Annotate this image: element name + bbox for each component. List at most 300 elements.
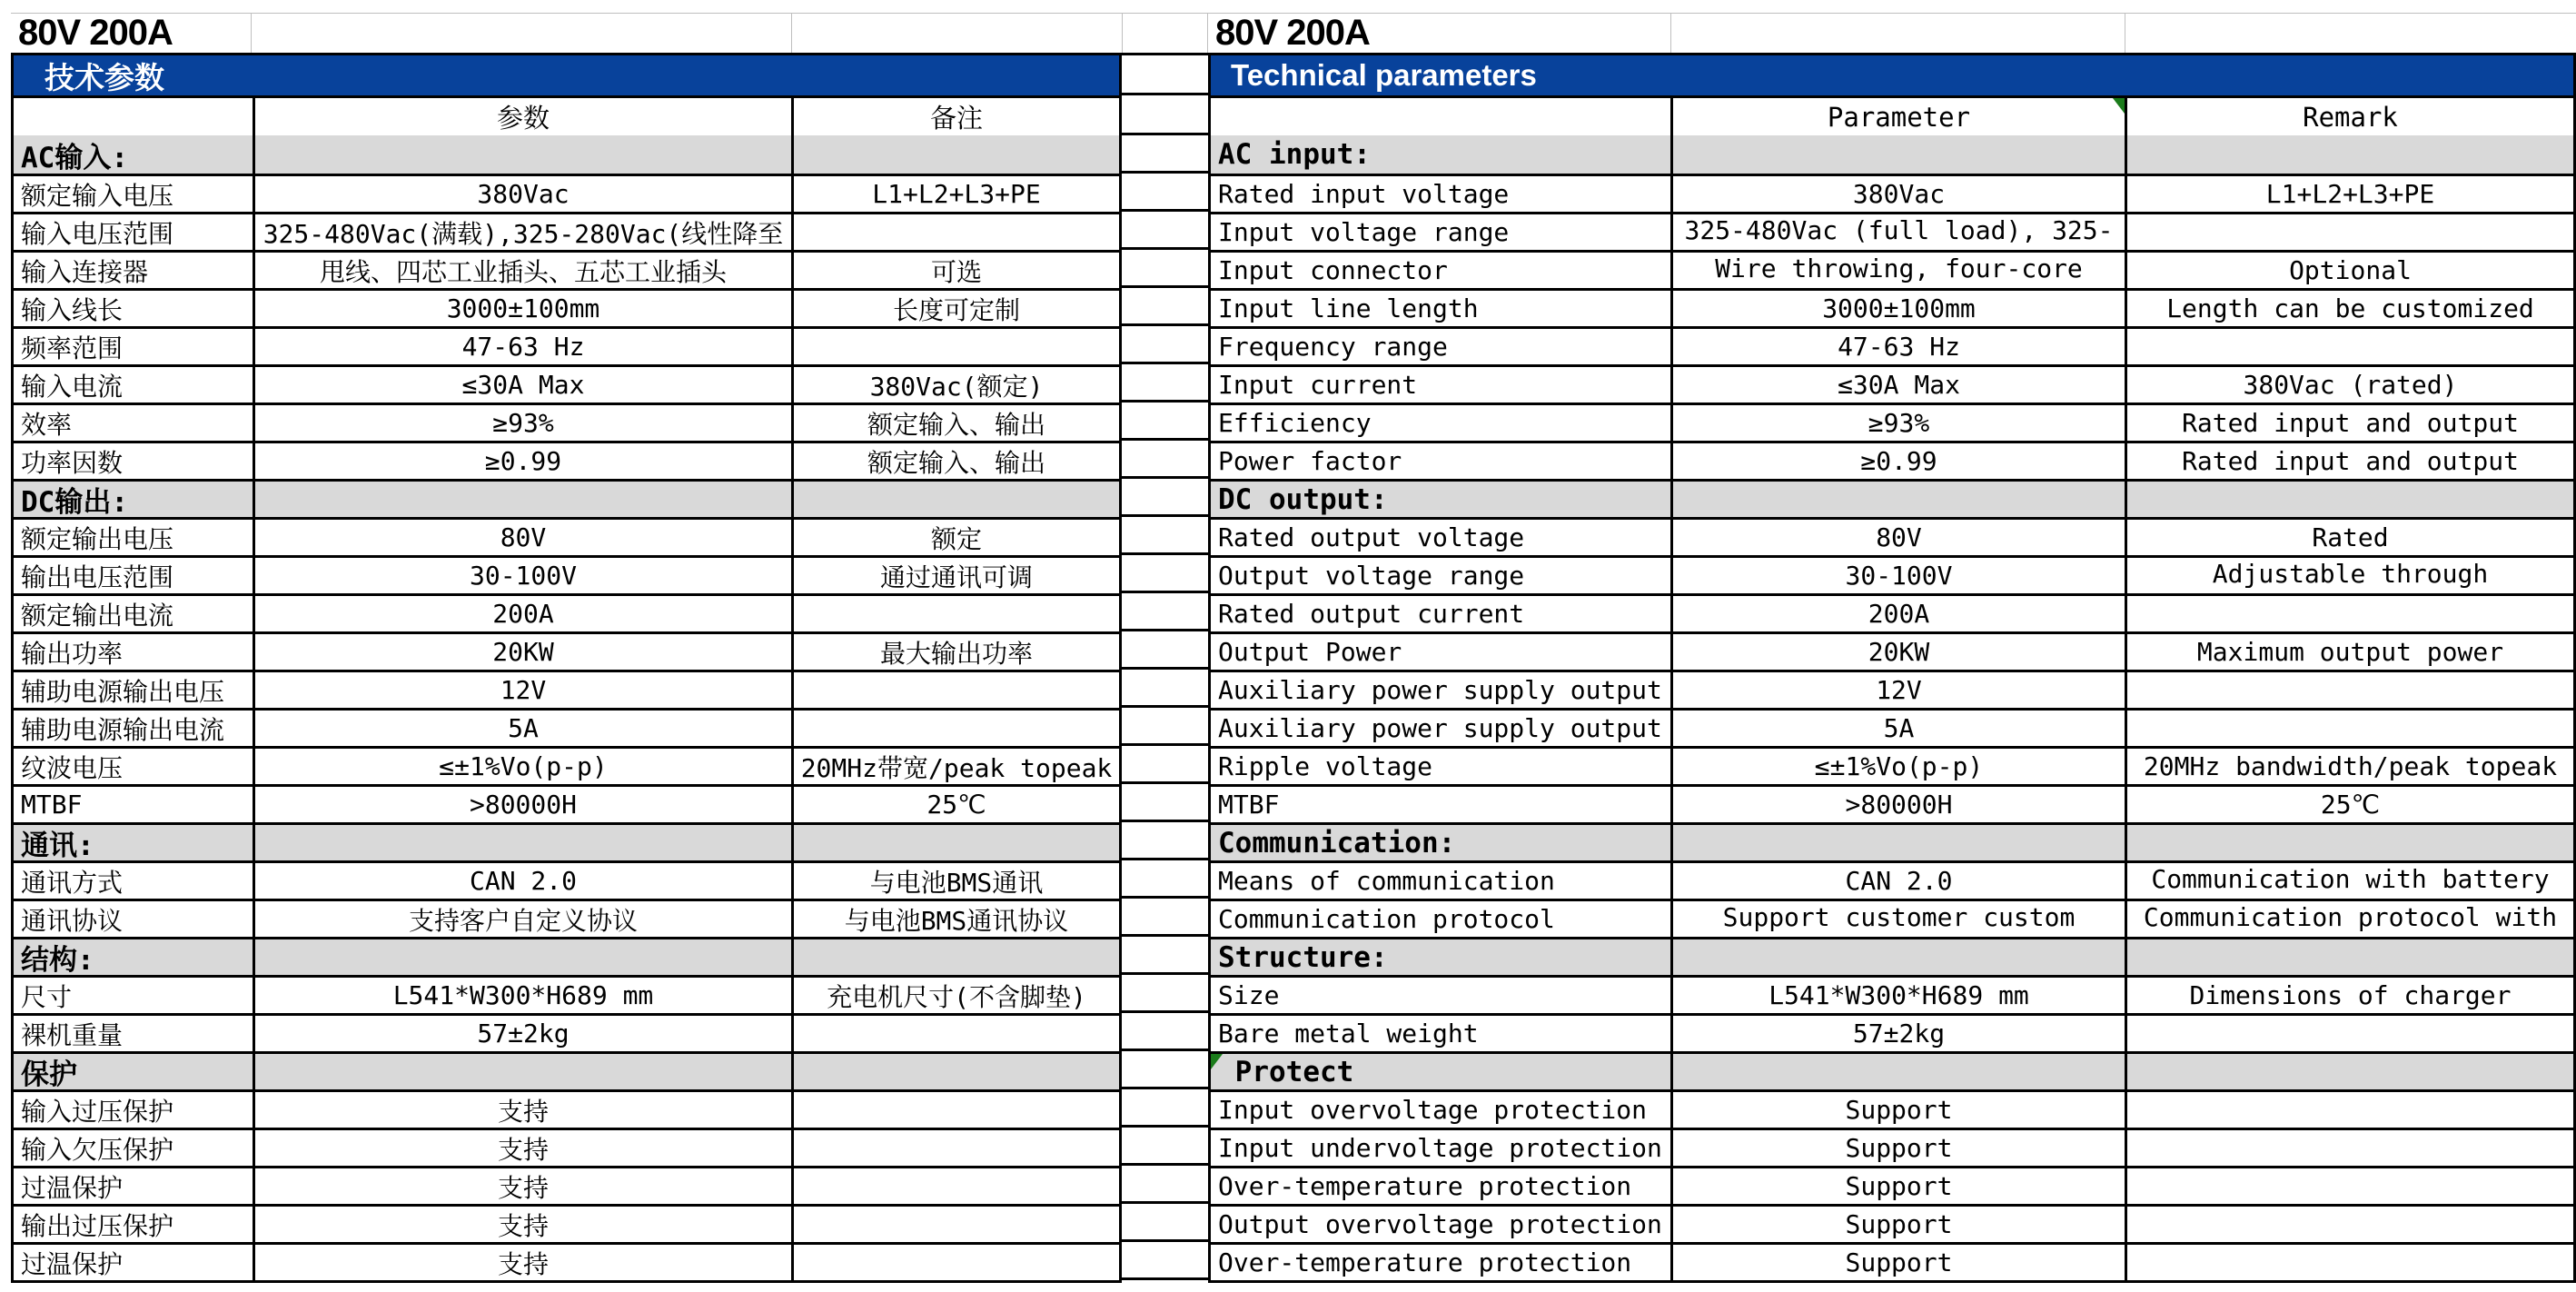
table-row [14, 899, 1119, 937]
table-row [14, 174, 1119, 212]
remark-cell[interactable] [2125, 1092, 2573, 1128]
parameter-cell[interactable] [253, 482, 791, 517]
empty-cell[interactable] [1122, 860, 1208, 899]
empty-cell[interactable] [1122, 13, 1208, 53]
column-header-parameter[interactable] [1670, 98, 2125, 135]
table-row [14, 441, 1119, 479]
empty-cell[interactable] [1122, 784, 1208, 822]
parameter-cell[interactable] [253, 863, 791, 899]
row-label-cell[interactable] [14, 482, 253, 517]
remark-cell[interactable] [2125, 558, 2573, 593]
parameter-cell[interactable] [253, 1092, 791, 1128]
parameter-cell[interactable] [253, 1168, 791, 1204]
remark-cell-text: Adjustable through [2212, 559, 2489, 589]
parameter-cell[interactable] [253, 558, 791, 593]
empty-cell[interactable] [1122, 517, 1208, 555]
remark-cell[interactable] [2125, 520, 2573, 555]
parameter-cell[interactable] [1670, 634, 2125, 670]
right-title-cell[interactable] [1208, 14, 1671, 53]
parameter-cell[interactable] [253, 253, 791, 288]
row-label-cell[interactable] [14, 634, 253, 670]
empty-cell[interactable] [1122, 555, 1208, 593]
parameter-cell-text: 325-480Vac(满载),325-280Vac(线性降至 [263, 218, 784, 249]
row-label-cell-text: 输入电流 [21, 371, 124, 402]
table-row [14, 1204, 1119, 1242]
parameter-cell[interactable] [1670, 367, 2125, 403]
parameter-cell-text: 12V [500, 675, 547, 705]
empty-cell[interactable] [1122, 326, 1208, 364]
row-label-cell[interactable] [1211, 901, 1670, 937]
row-label-cell[interactable] [14, 1130, 253, 1166]
parameter-cell-text: 200A [1868, 599, 1930, 629]
row-label-cell[interactable] [1211, 482, 1670, 517]
remark-cell[interactable] [2125, 1207, 2573, 1242]
row-label-cell[interactable] [14, 291, 253, 326]
row-label-cell[interactable] [14, 443, 253, 479]
empty-cell[interactable] [1122, 1089, 1208, 1128]
parameter-cell[interactable] [253, 1245, 791, 1280]
section-row [1211, 822, 2573, 860]
parameter-cell[interactable] [253, 749, 791, 784]
empty-cell[interactable] [2125, 14, 2576, 53]
section-row [1211, 1051, 2573, 1089]
empty-cell[interactable] [1122, 174, 1208, 212]
parameter-cell[interactable] [1670, 749, 2125, 784]
row-label-cell[interactable] [1211, 978, 1670, 1013]
parameter-cell-text: L541*W300*H689 mm [392, 980, 654, 1010]
row-label-cell-text: 输入连接器 [21, 256, 149, 287]
parameter-cell[interactable] [1670, 787, 2125, 822]
row-label-cell-text: 输出电压范围 [21, 562, 174, 592]
remark-cell[interactable] [791, 863, 1119, 899]
parameter-cell-text: 57±2kg [1852, 1019, 1946, 1049]
remark-cell[interactable] [791, 367, 1119, 403]
parameter-cell[interactable] [1670, 329, 2125, 364]
remark-cell-text: 20MHz bandwidth/peak topeak [2143, 751, 2558, 781]
empty-cell[interactable] [1122, 479, 1208, 517]
row-label-cell[interactable] [14, 520, 253, 555]
remark-cell[interactable] [2125, 939, 2573, 975]
row-label-cell[interactable] [1211, 1054, 1670, 1089]
table-row [14, 1013, 1119, 1051]
remark-cell[interactable] [791, 1245, 1119, 1280]
parameter-cell[interactable] [253, 1130, 791, 1166]
parameter-cell[interactable] [1670, 1207, 2125, 1242]
remark-cell[interactable] [2125, 1054, 2573, 1089]
row-label-cell[interactable] [14, 1245, 253, 1280]
table-row [14, 1128, 1119, 1166]
parameter-cell[interactable] [1670, 253, 2125, 288]
parameter-cell[interactable] [1670, 711, 2125, 746]
row-label-cell-text: 额定输出电流 [21, 600, 174, 631]
parameter-cell[interactable] [1670, 1054, 2125, 1089]
parameter-cell[interactable] [253, 1207, 791, 1242]
parameter-cell[interactable] [253, 672, 791, 708]
parameter-cell[interactable] [1670, 291, 2125, 326]
remark-cell[interactable] [2125, 1245, 2573, 1280]
empty-cell[interactable] [1122, 1166, 1208, 1204]
table-row [1211, 1204, 2573, 1242]
row-label-cell[interactable] [14, 1092, 253, 1128]
parameter-cell[interactable] [253, 367, 791, 403]
remark-cell[interactable] [2125, 176, 2573, 212]
column-header-parameter[interactable]: 参数 [253, 98, 791, 135]
remark-cell[interactable] [791, 1054, 1119, 1089]
empty-cell[interactable] [1122, 822, 1208, 860]
row-label-cell[interactable] [1211, 558, 1670, 593]
row-label-cell[interactable] [1211, 825, 1670, 860]
remark-cell[interactable] [791, 291, 1119, 326]
remark-cell[interactable] [791, 443, 1119, 479]
empty-cell[interactable] [1122, 746, 1208, 784]
remark-cell[interactable] [2125, 978, 2573, 1013]
row-label-cell-text: MTBF [1218, 790, 1280, 820]
parameter-cell[interactable] [1670, 520, 2125, 555]
empty-cell[interactable] [1122, 708, 1208, 746]
remark-cell[interactable] [2125, 825, 2573, 860]
row-label-cell[interactable] [14, 214, 253, 250]
remark-cell[interactable] [2125, 253, 2573, 288]
column-header-parameter-label: Parameter [1827, 101, 1971, 133]
row-label-cell-text: Input overvoltage protection [1218, 1095, 1648, 1125]
empty-cell[interactable] [1122, 1128, 1208, 1166]
parameter-cell[interactable] [1670, 863, 2125, 899]
remark-cell[interactable] [2125, 596, 2573, 631]
row-label-cell[interactable] [1211, 520, 1670, 555]
remark-cell[interactable] [2125, 634, 2573, 670]
empty-cell[interactable] [1122, 403, 1208, 441]
row-label-cell[interactable] [1211, 214, 1670, 250]
remark-cell[interactable] [2125, 291, 2573, 326]
parameter-cell-text: CAN 2.0 [1845, 866, 1953, 896]
parameter-cell[interactable] [253, 214, 791, 250]
row-label-cell[interactable] [1211, 135, 1670, 174]
remark-cell[interactable] [791, 1168, 1119, 1204]
remark-cell[interactable] [791, 329, 1119, 364]
remark-cell-text: 通过通讯可调 [879, 562, 1033, 592]
row-label-cell[interactable] [14, 558, 253, 593]
left-title-cell[interactable] [11, 14, 252, 53]
row-label-cell[interactable] [14, 749, 253, 784]
row-label-cell[interactable] [1211, 1016, 1670, 1051]
empty-cell[interactable] [1122, 1051, 1208, 1089]
remark-cell-text: Communication with battery [2151, 864, 2550, 894]
table-row [14, 1242, 1119, 1280]
remark-cell[interactable] [2125, 135, 2573, 174]
parameter-cell[interactable] [253, 520, 791, 555]
parameter-cell[interactable] [1670, 176, 2125, 212]
left-column-header-row [14, 95, 1119, 135]
remark-cell-text: 最大输出功率 [879, 638, 1033, 669]
section-row [14, 1051, 1119, 1089]
row-label-cell[interactable] [1211, 787, 1670, 822]
remark-cell-text: 可选 [930, 256, 982, 287]
parameter-cell-text: 支持客户自定义协议 [408, 905, 638, 936]
row-label-cell-text: 辅助电源输出电压 [21, 676, 225, 707]
remark-cell[interactable] [791, 1130, 1119, 1166]
remark-cell[interactable] [791, 253, 1119, 288]
row-label-cell-text: 输入欠压保护 [21, 1134, 174, 1165]
parameter-cell[interactable] [253, 634, 791, 670]
row-label-cell[interactable] [1211, 1207, 1670, 1242]
row-label-cell-text: 功率因数 [21, 447, 124, 478]
remark-cell[interactable] [791, 135, 1119, 174]
remark-cell[interactable] [2125, 863, 2573, 899]
remark-cell[interactable] [791, 787, 1119, 822]
parameter-cell-text: 200A [492, 599, 554, 629]
remark-cell[interactable] [2125, 901, 2573, 937]
row-label-cell[interactable] [1211, 634, 1670, 670]
remark-cell[interactable] [791, 520, 1119, 555]
parameter-cell[interactable] [253, 825, 791, 860]
row-label-cell[interactable] [14, 367, 253, 403]
column-header-remark[interactable]: 备注 [791, 98, 1119, 135]
empty-cell[interactable] [1122, 1204, 1208, 1242]
remark-cell[interactable] [2125, 1130, 2573, 1166]
parameter-cell[interactable] [1670, 443, 2125, 479]
row-label-cell-text: Auxiliary power supply output [1218, 713, 1662, 743]
remark-cell[interactable] [2125, 405, 2573, 441]
column-header-blank[interactable] [14, 98, 253, 135]
row-label-cell[interactable] [14, 787, 253, 822]
row-label-cell[interactable] [14, 596, 253, 631]
table-row [14, 250, 1119, 288]
row-label-cell[interactable] [14, 901, 253, 937]
row-label-cell[interactable] [1211, 329, 1670, 364]
parameter-cell[interactable] [253, 1016, 791, 1051]
parameter-cell[interactable] [253, 443, 791, 479]
row-label-cell[interactable] [14, 405, 253, 441]
parameter-cell-text: 5A [508, 713, 539, 743]
remark-cell[interactable] [791, 1092, 1119, 1128]
remark-cell-text: 与电池BMS通讯协议 [844, 905, 1069, 936]
row-label-cell-text: Communication protocol [1218, 904, 1555, 934]
empty-cell[interactable] [1122, 441, 1208, 479]
remark-cell-text: 与电池BMS通讯 [869, 867, 1044, 898]
remark-cell[interactable] [791, 634, 1119, 670]
column-header-blank[interactable] [1211, 98, 1670, 135]
empty-cell[interactable] [1122, 288, 1208, 326]
remark-cell[interactable] [2125, 1168, 2573, 1204]
parameter-cell[interactable] [1670, 135, 2125, 174]
remark-cell-text: Communication protocol with [2143, 902, 2558, 932]
parameter-cell[interactable] [1670, 214, 2125, 250]
parameter-cell[interactable] [1670, 596, 2125, 631]
remark-cell[interactable] [791, 711, 1119, 746]
empty-cell[interactable] [1122, 975, 1208, 1013]
remark-cell[interactable] [791, 672, 1119, 708]
row-label-cell[interactable] [14, 1016, 253, 1051]
row-label-cell-text: 纹波电压 [21, 752, 124, 783]
remark-cell-text: Length can be customized [2166, 293, 2534, 323]
row-label-cell[interactable] [14, 711, 253, 746]
parameter-cell[interactable] [253, 978, 791, 1013]
row-label-cell[interactable] [14, 1207, 253, 1242]
empty-cell[interactable] [1122, 593, 1208, 631]
row-label-cell-text: Bare metal weight [1218, 1019, 1479, 1049]
remark-cell[interactable] [791, 825, 1119, 860]
table-row [14, 784, 1119, 822]
row-label-cell[interactable] [1211, 176, 1670, 212]
parameter-cell-text: ≥0.99 [1860, 446, 1937, 476]
left-table-header[interactable] [14, 55, 1119, 95]
parameter-cell[interactable] [1670, 939, 2125, 975]
row-label-cell[interactable] [1211, 672, 1670, 708]
empty-cell[interactable] [1122, 364, 1208, 403]
right-table-header[interactable] [1211, 55, 2573, 95]
parameter-cell[interactable] [253, 291, 791, 326]
row-label-cell[interactable] [1211, 253, 1670, 288]
parameter-cell-text: 380Vac [1852, 179, 1946, 209]
row-label-cell[interactable] [14, 135, 253, 174]
remark-cell[interactable] [791, 482, 1119, 517]
remark-cell[interactable] [2125, 1016, 2573, 1051]
remark-cell[interactable] [791, 405, 1119, 441]
parameter-cell[interactable] [253, 176, 791, 212]
parameter-cell-text: 30-100V [469, 561, 577, 591]
parameter-cell-text: 12V [1876, 675, 1922, 705]
remark-cell[interactable] [791, 1016, 1119, 1051]
row-label-cell[interactable] [1211, 1092, 1670, 1128]
parameter-cell[interactable] [1670, 672, 2125, 708]
remark-cell[interactable] [2125, 672, 2573, 708]
parameter-cell[interactable] [253, 901, 791, 937]
table-row [1211, 250, 2573, 288]
row-label-cell[interactable] [14, 672, 253, 708]
parameter-cell[interactable] [1670, 558, 2125, 593]
row-label-cell[interactable] [1211, 443, 1670, 479]
remark-cell[interactable] [791, 749, 1119, 784]
empty-cell[interactable] [1122, 1242, 1208, 1280]
remark-cell[interactable] [2125, 749, 2573, 784]
parameter-cell-text: ≤±1%Vo(p-p) [439, 751, 608, 781]
empty-cell[interactable] [252, 14, 792, 53]
parameter-cell[interactable] [1670, 1092, 2125, 1128]
empty-cell[interactable] [792, 14, 1122, 53]
right-column-header-row [1211, 95, 2573, 135]
empty-cell[interactable] [1122, 135, 1208, 174]
parameter-cell-text: ≥0.99 [484, 446, 562, 476]
empty-cell[interactable] [1122, 1013, 1208, 1051]
remark-cell[interactable] [791, 596, 1119, 631]
row-label-cell-text: 保护 [21, 1058, 77, 1089]
row-label-cell-text: Input undervoltage protection [1218, 1133, 1662, 1163]
remark-cell[interactable] [2125, 787, 2573, 822]
remark-cell[interactable] [2125, 482, 2573, 517]
row-label-cell[interactable] [1211, 711, 1670, 746]
row-label-cell[interactable] [14, 825, 253, 860]
column-header-remark[interactable]: Remark [2125, 98, 2573, 135]
remark-cell[interactable] [791, 939, 1119, 975]
parameter-cell[interactable] [253, 405, 791, 441]
row-label-cell[interactable] [14, 1168, 253, 1204]
row-label-cell-text: 输出功率 [21, 638, 124, 669]
remark-cell[interactable] [2125, 443, 2573, 479]
left-title-row [11, 13, 1122, 53]
empty-cell[interactable] [1122, 250, 1208, 288]
parameter-cell[interactable] [253, 711, 791, 746]
remark-cell[interactable] [791, 558, 1119, 593]
row-label-cell-text: Frequency range [1218, 332, 1448, 362]
row-label-cell[interactable] [1211, 405, 1670, 441]
row-label-cell-text: Ripple voltage [1218, 751, 1433, 781]
remark-cell[interactable] [2125, 329, 2573, 364]
parameter-cell[interactable] [1670, 1245, 2125, 1280]
parameter-cell[interactable] [1670, 405, 2125, 441]
remark-cell-text: L1+L2+L3+PE [2265, 179, 2435, 209]
parameter-cell-text: Support [1845, 1247, 1953, 1277]
parameter-cell[interactable] [253, 939, 791, 975]
row-label-cell[interactable] [1211, 1168, 1670, 1204]
row-label-cell[interactable] [14, 253, 253, 288]
parameter-cell[interactable] [253, 329, 791, 364]
empty-cell[interactable] [1122, 631, 1208, 670]
remark-cell[interactable] [2125, 214, 2573, 250]
row-label-cell[interactable] [14, 939, 253, 975]
parameter-cell[interactable] [1670, 825, 2125, 860]
parameter-cell[interactable] [253, 787, 791, 822]
row-label-cell[interactable] [14, 863, 253, 899]
parameter-cell-text: 支持 [497, 1172, 549, 1203]
remark-cell-text: 20MHz带宽/peak topeak [800, 752, 1113, 783]
row-label-cell[interactable] [14, 329, 253, 364]
parameter-cell[interactable] [1670, 1130, 2125, 1166]
row-label-cell[interactable] [1211, 863, 1670, 899]
empty-cell[interactable] [1122, 95, 1208, 135]
row-label-cell[interactable] [1211, 1245, 1670, 1280]
remark-cell[interactable] [2125, 711, 2573, 746]
parameter-cell[interactable] [253, 1054, 791, 1089]
parameter-cell[interactable] [1670, 1016, 2125, 1051]
table-row [14, 670, 1119, 708]
row-label-cell[interactable] [1211, 1130, 1670, 1166]
empty-cell[interactable] [1122, 899, 1208, 937]
parameter-cell[interactable] [253, 596, 791, 631]
remark-cell[interactable] [2125, 367, 2573, 403]
empty-cell[interactable] [1122, 670, 1208, 708]
empty-cell[interactable] [1122, 53, 1208, 95]
parameter-cell-text: Support [1845, 1209, 1953, 1239]
row-label-cell[interactable] [14, 978, 253, 1013]
row-label-cell[interactable] [1211, 939, 1670, 975]
row-label-cell[interactable] [14, 176, 253, 212]
parameter-cell[interactable] [253, 135, 791, 174]
parameter-cell[interactable] [1670, 978, 2125, 1013]
row-label-cell[interactable] [14, 1054, 253, 1089]
row-label-cell[interactable] [1211, 291, 1670, 326]
remark-cell-text: 额定输入、输出 [867, 409, 1045, 440]
empty-cell[interactable] [1671, 14, 2125, 53]
parameter-cell[interactable] [1670, 901, 2125, 937]
row-label-cell[interactable] [1211, 596, 1670, 631]
remark-cell[interactable] [791, 214, 1119, 250]
remark-cell[interactable] [791, 1207, 1119, 1242]
empty-cell[interactable] [1122, 937, 1208, 975]
remark-cell[interactable] [791, 901, 1119, 937]
table-row [14, 212, 1119, 250]
remark-cell[interactable] [791, 978, 1119, 1013]
parameter-cell[interactable] [1670, 1168, 2125, 1204]
table-row [1211, 364, 2573, 403]
table-row [1211, 517, 2573, 555]
remark-cell[interactable] [791, 176, 1119, 212]
row-label-cell[interactable] [1211, 749, 1670, 784]
empty-cell[interactable] [1122, 212, 1208, 250]
parameter-cell[interactable] [1670, 482, 2125, 517]
row-label-cell-text: 通讯方式 [21, 867, 124, 898]
section-row [14, 135, 1119, 174]
row-label-cell[interactable] [1211, 367, 1670, 403]
